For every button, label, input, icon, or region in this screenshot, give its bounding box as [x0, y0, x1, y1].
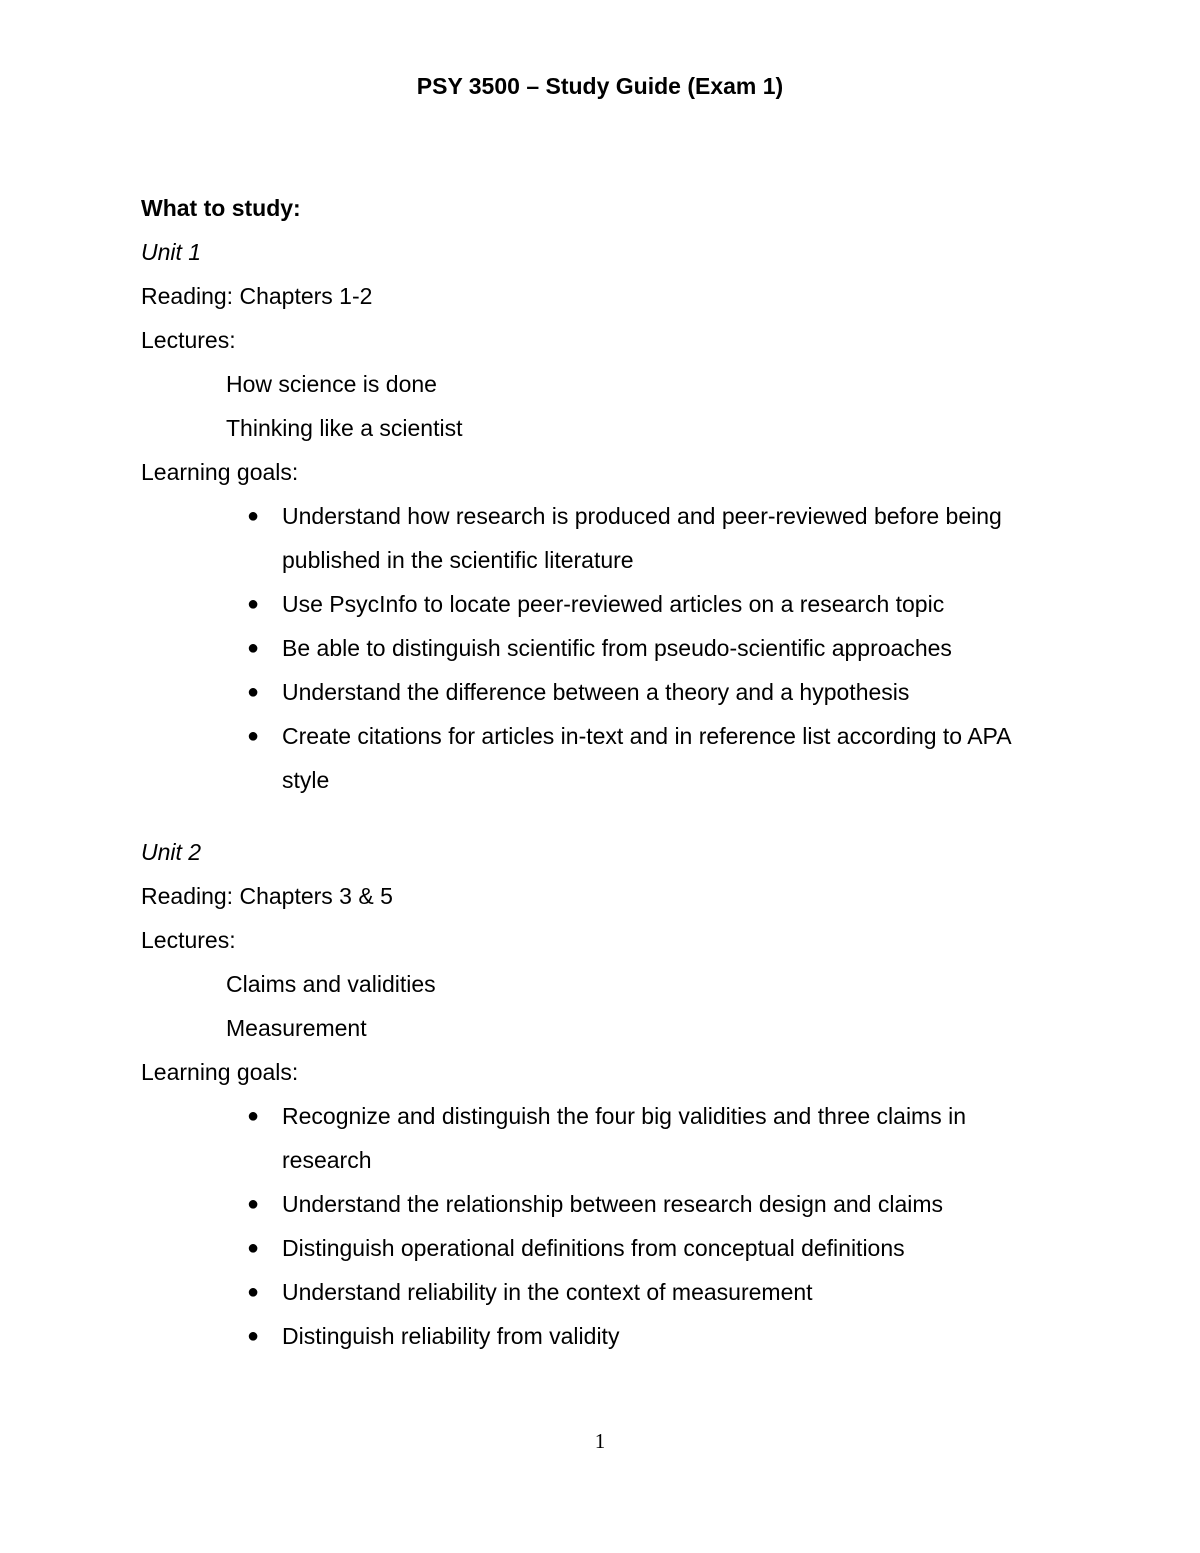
learning-goal-item: ● Understand the relationship between research design and claims [243, 1182, 1061, 1226]
learning-goal-item: ● Use PsycInfo to locate peer-reviewed articles on a research topic [243, 582, 1061, 626]
unit-1-section [141, 230, 1061, 802]
bullet-icon: ● [247, 1105, 260, 1127]
unit-label: Unit 2 [141, 839, 202, 865]
learning-goals-list [141, 1094, 1061, 1358]
learning-goal-item: ● Understand how research is produced and peer-reviewed before being published in the scientific literature [243, 494, 1002, 582]
bullet-icon: ● [247, 593, 260, 615]
unit-2-section [141, 830, 1061, 1358]
learning-goal-item: ● Create citations for articles in-text and in reference list according to APA style [243, 714, 1042, 802]
learning-goal-item: ● Recognize and distinguish the four big validities and three claims in research [243, 1094, 1047, 1182]
reading-line: Reading: Chapters 3 & 5 [141, 883, 393, 909]
bullet-icon: ● [247, 1325, 260, 1347]
bullet-icon: ● [247, 1193, 260, 1215]
lecture-item: Measurement [226, 1015, 367, 1041]
section-heading: What to study: [141, 195, 301, 221]
learning-goal-item: ● Distinguish operational definitions from conceptual definitions [243, 1226, 1061, 1270]
bullet-icon: ● [247, 681, 260, 703]
learning-goals-label: Learning goals: [141, 459, 299, 485]
bullet-icon: ● [247, 1281, 260, 1303]
unit-label: Unit 1 [141, 239, 202, 265]
page-number: 1 [594, 1429, 606, 1453]
learning-goals-list [141, 494, 1061, 802]
bullet-icon: ● [247, 1237, 260, 1259]
lectures-label: Lectures: [141, 927, 236, 953]
lecture-item: Claims and validities [226, 971, 436, 997]
learning-goal-item: ● Distinguish reliability from validity [243, 1314, 1061, 1358]
lecture-item: How science is done [226, 371, 437, 397]
learning-goals-label: Learning goals: [141, 1059, 299, 1085]
learning-goal-item: ● Understand reliability in the context of measurement [243, 1270, 1061, 1314]
bullet-icon: ● [247, 637, 260, 659]
lectures-label: Lectures: [141, 327, 236, 353]
bullet-icon: ● [247, 725, 260, 747]
document-title: PSY 3500 – Study Guide (Exam 1) [416, 73, 784, 99]
learning-goal-item: ● Understand the difference between a theory and a hypothesis [243, 670, 1061, 714]
lecture-item: Thinking like a scientist [226, 415, 463, 441]
study-guide-content [141, 186, 1061, 1358]
reading-line: Reading: Chapters 1-2 [141, 283, 373, 309]
bullet-icon: ● [247, 505, 260, 527]
learning-goal-item: ● Be able to distinguish scientific from pseudo-scientific approaches [243, 626, 1061, 670]
